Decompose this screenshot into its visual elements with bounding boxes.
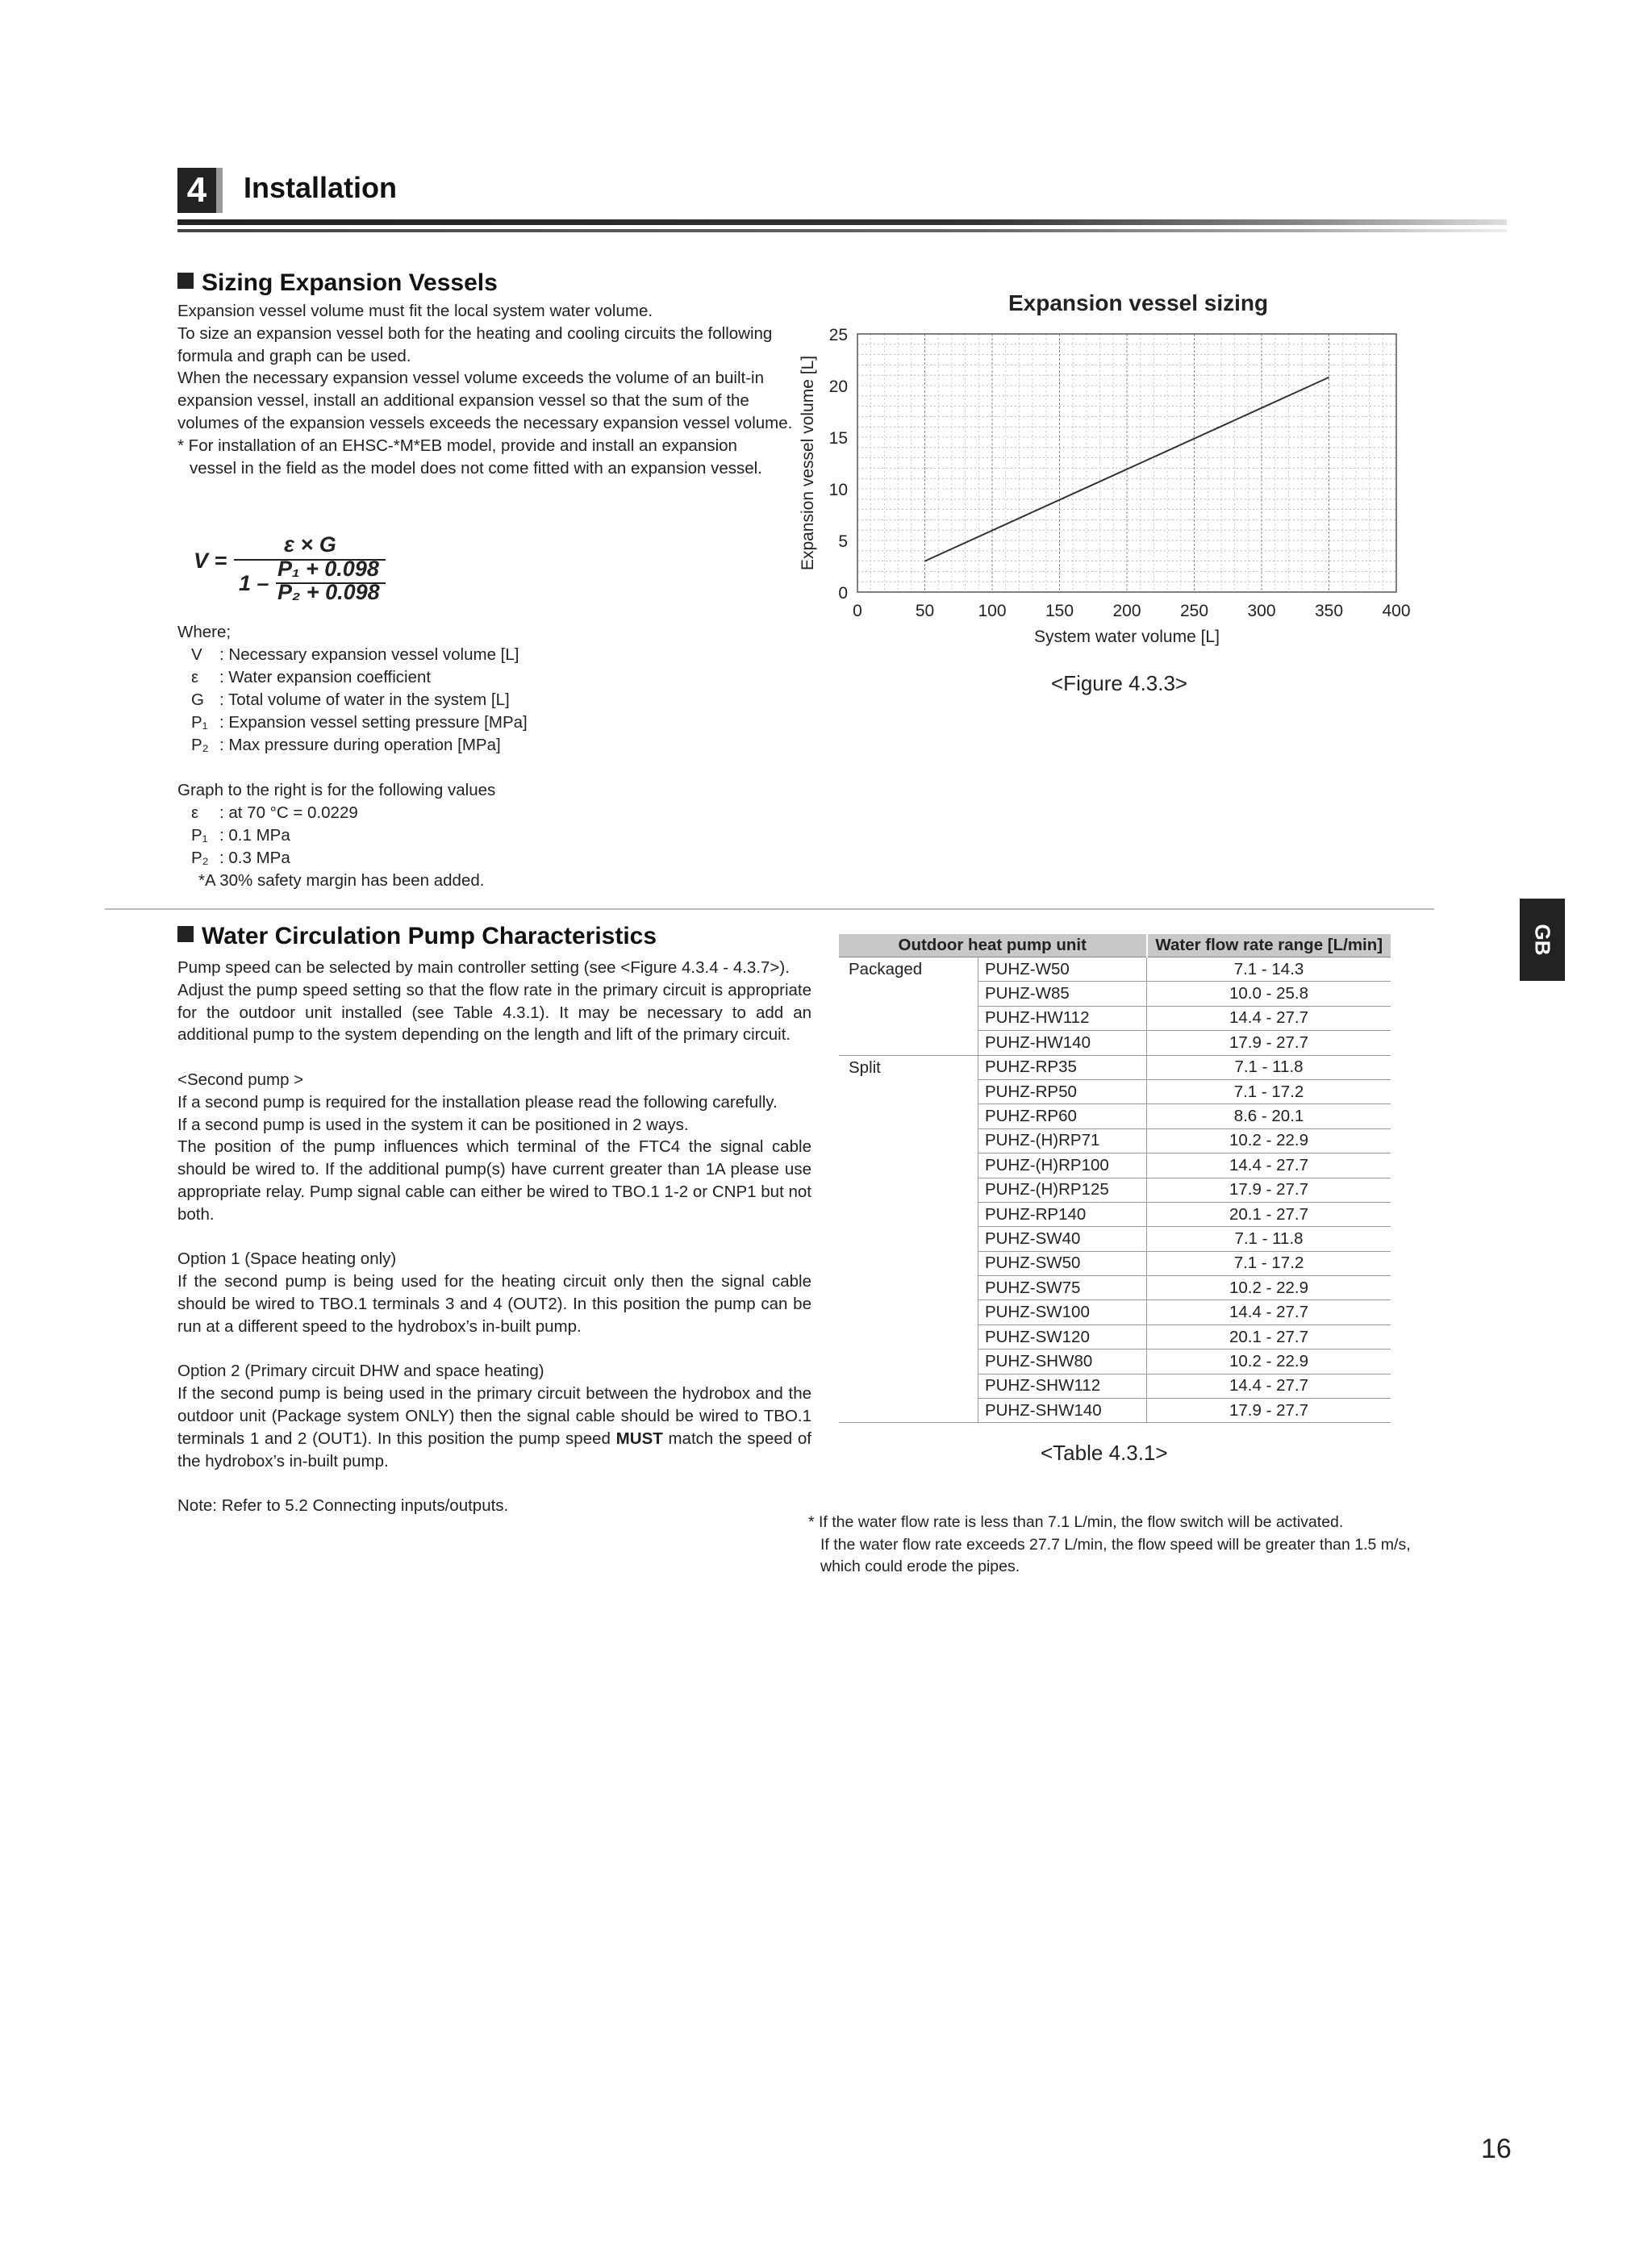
model-cell: PUHZ-(H)RP71	[978, 1128, 1147, 1153]
table-row	[839, 1006, 1391, 1030]
category-cell	[839, 1202, 978, 1226]
language-tab-label: GB	[1530, 924, 1555, 956]
graph-values-label: Graph to the right is for the following values	[177, 781, 496, 799]
range-cell: 7.1 - 17.2	[1147, 1079, 1391, 1103]
category-cell	[839, 1300, 978, 1324]
pump-para-2: Adjust the pump speed setting so that the flow rate in the primary circuit is appropriate for the outdoor unit installed (see Table 4.3.1). It may be necessary to add an additional pump to the system depending on the length and lift of the primary circuit.	[177, 980, 811, 1045]
col-header-unit: Outdoor heat pump unit	[839, 934, 1147, 957]
table-row	[839, 1153, 1391, 1178]
where-desc-eps: : Water expansion coefficient	[219, 668, 432, 686]
where-sym-p2: P₂	[191, 736, 209, 754]
table-row	[839, 1300, 1391, 1324]
table-row	[839, 1104, 1391, 1128]
category-cell	[839, 1128, 978, 1153]
range-cell: 8.6 - 20.1	[1147, 1104, 1391, 1128]
model-cell: PUHZ-HW140	[978, 1031, 1147, 1055]
model-cell: PUHZ-RP60	[978, 1104, 1147, 1128]
footnote-line-3: which could erode the pipes.	[820, 1558, 1020, 1575]
category-cell	[839, 1276, 978, 1300]
category-cell	[839, 1031, 978, 1055]
model-cell: PUHZ-SW100	[978, 1300, 1147, 1324]
category-cell: Packaged	[849, 959, 923, 978]
square-bullet-icon	[177, 926, 194, 942]
model-cell: PUHZ-SW50	[978, 1251, 1147, 1275]
y-axis-label: Expansion vessel volume [L]	[799, 355, 817, 571]
range-cell: 14.4 - 27.7	[1147, 1300, 1391, 1324]
range-cell: 20.1 - 27.7	[1147, 1202, 1391, 1226]
y-tick-label: 0	[838, 584, 848, 603]
y-tick-label: 25	[828, 326, 848, 344]
model-cell: PUHZ-W85	[978, 982, 1147, 1006]
value-sym-p1: P₁	[191, 826, 208, 845]
model-cell: PUHZ-SW40	[978, 1227, 1147, 1251]
model-cell: PUHZ-RP140	[978, 1202, 1147, 1226]
range-cell: 14.4 - 27.7	[1147, 1006, 1391, 1030]
value-sym-eps: ε	[191, 803, 199, 822]
where-sym-eps: ε	[191, 668, 199, 686]
category-cell	[839, 1104, 978, 1128]
table-row	[839, 1031, 1391, 1055]
flow-rate-table	[839, 934, 1391, 1423]
x-tick-label: 400	[1382, 602, 1411, 620]
category-cell	[839, 1227, 978, 1251]
table-row	[839, 1374, 1391, 1398]
table-row	[839, 1227, 1391, 1251]
model-cell: PUHZ-(H)RP100	[978, 1153, 1147, 1178]
pump-body	[177, 957, 811, 1517]
table-row	[839, 1399, 1391, 1423]
where-desc-g: : Total volume of water in the system [L]	[219, 690, 510, 709]
range-cell: 20.1 - 27.7	[1147, 1324, 1391, 1349]
footnote-line-1: * If the water flow rate is less than 7.1 L/min, the flow switch will be activated.	[808, 1513, 1344, 1531]
table-row	[839, 1276, 1391, 1300]
sizing-note-2: vessel in the field as the model does not come fitted with an expansion vessel.	[190, 458, 762, 478]
range-cell: 7.1 - 11.8	[1147, 1055, 1391, 1079]
second-pump-heading: <Second pump >	[177, 1070, 304, 1089]
sizing-para-2: To size an expansion vessel both for the heating and cooling circuits the following formula and graph can be used.	[177, 323, 773, 365]
formula-numerator: ε × G	[284, 532, 336, 557]
y-tick-label: 5	[838, 532, 848, 551]
option-2-text: If the second pump is being used in the primary circuit between the hydrobox and the outdoor unit (Package system ONLY) then the signal cable should be wired to TBO.1 terminals 1 and 2 (OUT1). In this position the pump speed MUST match the speed of the hydrobox’s in-built pump.	[177, 1384, 811, 1470]
category-cell	[839, 1251, 978, 1275]
model-cell: PUHZ-SHW140	[978, 1399, 1147, 1423]
table-row	[839, 1202, 1391, 1226]
table-row	[839, 1324, 1391, 1349]
square-bullet-icon	[177, 273, 194, 289]
figure-caption: <Figure 4.3.3>	[1051, 671, 1188, 695]
table-header-row	[839, 934, 1391, 957]
page-number: 16	[1481, 2134, 1512, 2164]
range-cell: 14.4 - 27.7	[1147, 1153, 1391, 1178]
pump-para-4: If a second pump is used in the system it can be positioned in 2 ways.	[177, 1115, 689, 1134]
formula-one-minus: 1 –	[239, 571, 269, 595]
table-row	[839, 1128, 1391, 1153]
value-desc-eps: : at 70 °C = 0.0229	[219, 803, 358, 822]
model-cell: PUHZ-HW112	[978, 1006, 1147, 1030]
x-tick-label: 200	[1112, 602, 1141, 620]
category-cell	[839, 982, 978, 1006]
x-axis-label: System water volume [L]	[1034, 628, 1220, 646]
category-cell	[839, 1079, 978, 1103]
where-desc-p1: : Expansion vessel setting pressure [MPa]	[219, 713, 528, 732]
range-cell: 17.9 - 27.7	[1147, 1399, 1391, 1423]
range-cell: 10.2 - 22.9	[1147, 1276, 1391, 1300]
where-sym-v: V	[191, 645, 202, 664]
x-tick-label: 300	[1247, 602, 1276, 620]
range-cell: 10.0 - 25.8	[1147, 982, 1391, 1006]
table-caption: <Table 4.3.1>	[1041, 1441, 1168, 1465]
range-cell: 10.2 - 22.9	[1147, 1128, 1391, 1153]
range-cell: 17.9 - 27.7	[1147, 1178, 1391, 1202]
model-cell: PUHZ-SW75	[978, 1276, 1147, 1300]
value-sym-p2: P₂	[191, 849, 209, 867]
x-tick-label: 100	[978, 602, 1007, 620]
where-desc-p2: : Max pressure during operation [MPa]	[219, 736, 501, 754]
x-tick-label: 350	[1314, 602, 1344, 620]
pump-para-3: If a second pump is required for the installation please read the following carefully.	[177, 1092, 778, 1112]
category-cell: Split	[849, 1057, 881, 1077]
table-footnote	[808, 1512, 1411, 1579]
sizing-para-3: When the necessary expansion vessel volume exceeds the volume of an built-in expansion vessel, install an additional expansion vessel so that the sum of the volumes of the expansion vessels exceeds the necessary expansion vessel volume.	[177, 369, 793, 432]
table-row	[839, 1178, 1391, 1202]
value-desc-p2: : 0.3 MPa	[219, 849, 290, 867]
language-tab	[1520, 899, 1565, 981]
category-cell	[839, 1399, 978, 1423]
x-tick-label: 250	[1179, 602, 1209, 620]
category-cell	[839, 1178, 978, 1202]
model-cell: PUHZ-SHW112	[978, 1374, 1147, 1398]
model-cell: PUHZ-SW120	[978, 1324, 1147, 1349]
pump-note: Note: Refer to 5.2 Connecting inputs/outputs.	[177, 1496, 509, 1516]
range-cell: 7.1 - 14.3	[1147, 957, 1391, 982]
range-cell: 10.2 - 22.9	[1147, 1350, 1391, 1374]
col-header-range: Water flow rate range [L/min]	[1147, 934, 1391, 957]
model-cell: PUHZ-RP50	[978, 1079, 1147, 1103]
sizing-note-1: * For installation of an EHSC-*M*EB model, provide and install an expansion	[177, 436, 737, 455]
header-rule	[177, 219, 1507, 225]
formula-p2-term: P₂ + 0.098	[277, 580, 380, 604]
x-tick-label: 0	[853, 602, 862, 620]
category-cell	[839, 1374, 978, 1398]
table-row	[839, 982, 1391, 1006]
category-cell	[839, 1006, 978, 1030]
table-row	[839, 1079, 1391, 1103]
x-tick-label: 50	[915, 602, 935, 620]
where-sym-g: G	[191, 690, 204, 709]
sizing-intro	[177, 300, 815, 479]
range-cell: 7.1 - 11.8	[1147, 1227, 1391, 1251]
chart-title: Expansion vessel sizing	[1008, 290, 1269, 315]
option-1-heading: Option 1 (Space heating only)	[177, 1249, 397, 1269]
category-cell	[839, 1324, 978, 1349]
pump-para-1: Pump speed can be selected by main controller setting (see <Figure 4.3.4 - 4.3.7>).	[177, 958, 790, 977]
expansion-vessel-chart	[791, 315, 1452, 661]
header-rule-thin	[177, 229, 1507, 232]
formula-p1-term: P₁ + 0.098	[277, 557, 379, 581]
section-separator	[105, 908, 1434, 910]
chapter-title: Installation	[244, 171, 398, 204]
model-cell: PUHZ-SHW80	[978, 1350, 1147, 1374]
formula-v: V =	[194, 549, 227, 573]
where-label: Where;	[177, 623, 232, 641]
pump-para-5: The position of the pump influences which terminal of the FTC4 the signal cable should be wired to. If the additional pump(s) have current greater than 1A please use appropriate relay. Pump signal cable can either be wired to TBO.1 1-2 or CNP1 but not both.	[177, 1137, 811, 1224]
category-cell	[839, 1153, 978, 1178]
model-cell: PUHZ-W50	[978, 957, 1147, 982]
sizing-para-1: Expansion vessel volume must fit the local system water volume.	[177, 302, 653, 320]
chapter-number: 4	[177, 168, 216, 213]
range-cell: 7.1 - 17.2	[1147, 1251, 1391, 1275]
pump-section-title: Water Circulation Pump Characteristics	[177, 923, 657, 950]
where-desc-v: : Necessary expansion vessel volume [L]	[219, 645, 519, 664]
range-cell: 14.4 - 27.7	[1147, 1374, 1391, 1398]
safety-note: *A 30% safety margin has been added.	[198, 871, 485, 890]
y-tick-label: 10	[828, 481, 848, 499]
table-row	[839, 957, 1391, 982]
y-tick-label: 20	[828, 378, 848, 396]
sizing-section-title: Sizing Expansion Vessels	[177, 269, 498, 297]
value-desc-p1: : 0.1 MPa	[219, 826, 290, 845]
table-row	[839, 1055, 1391, 1079]
y-tick-label: 15	[828, 429, 848, 448]
category-cell	[839, 1350, 978, 1374]
table-row	[839, 1350, 1391, 1374]
footnote-line-2: If the water flow rate exceeds 27.7 L/min, the flow speed will be greater than 1.5 m/s,	[820, 1535, 1411, 1554]
must-emphasis: MUST	[615, 1429, 663, 1448]
model-cell: PUHZ-RP35	[978, 1055, 1147, 1079]
option-1-text: If the second pump is being used for the heating circuit only then the signal cable should be wired to TBO.1 terminals 3 and 4 (OUT2). In this position the pump can be run at a different speed to the hydrobox’s in-built pump.	[177, 1272, 811, 1336]
range-cell: 17.9 - 27.7	[1147, 1031, 1391, 1055]
model-cell: PUHZ-(H)RP125	[978, 1178, 1147, 1202]
where-sym-p1: P₁	[191, 713, 208, 732]
table-row	[839, 1251, 1391, 1275]
x-tick-label: 150	[1045, 602, 1074, 620]
option-2-heading: Option 2 (Primary circuit DHW and space heating)	[177, 1362, 544, 1381]
